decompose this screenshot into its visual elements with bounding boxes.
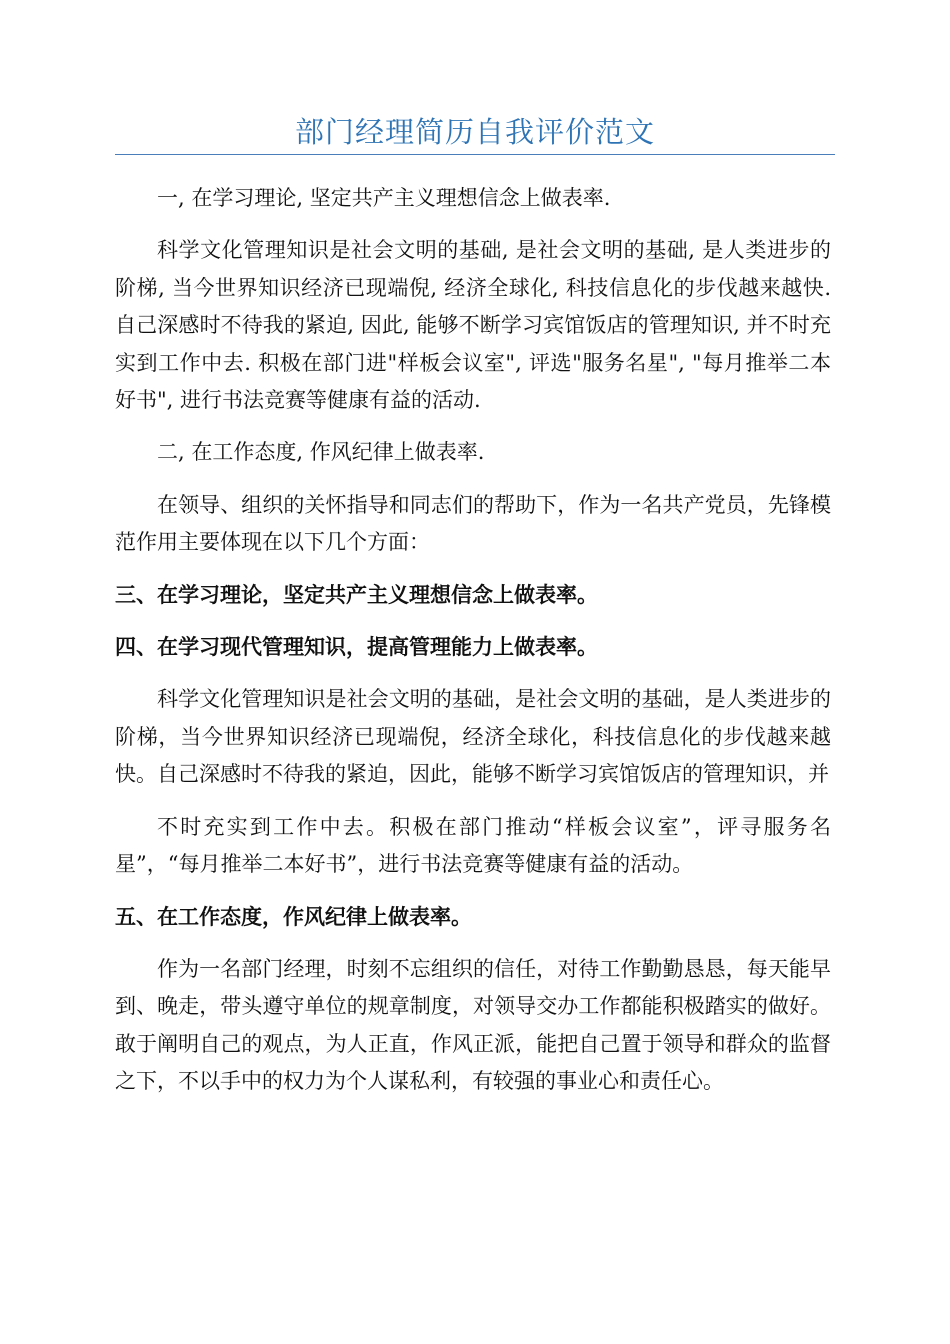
section-heading-5: 五、在工作态度，作风纪律上做表率。 — [115, 904, 472, 929]
section-heading-3: 三、在学习理论，坚定共产主义理想信念上做表率。 — [115, 582, 598, 607]
paragraph-3: 二, 在工作态度, 作风纪律上做表率. — [157, 440, 485, 465]
paragraph-7: 作为一名部门经理，时刻不忘组织的信任，对待工作勤勤恳恳，每天能早到、晚走，带头遵守单位的规章制度，对领导交办工作都能积极踏实的做好。敢于阐明自己的观点，为人正直，作风正派，能把自己置于领导和群众的监督之下，不以手中的权力为个人谋私利，有较强的事业心和责任心。 — [115, 956, 831, 1094]
paragraph-2: 科学文化管理知识是社会文明的基础, 是社会文明的基础, 是人类进步的阶梯, 当今世界知识经济已现端倪, 经济全球化, 科技信息化的步伐越来越快. 自己深感时不待我的紧迫, 因此, 能够不断学习宾馆饭店的管理知识, 并不时充实到工作中去. 积极在部门进"样板会议室", 评选"服务名星", "每月推举二本好书", 进行书法竞赛等健康有益的活动. — [115, 238, 831, 413]
section-heading-4: 四、在学习现代管理知识，提高管理能力上做表率。 — [115, 635, 598, 660]
paragraph-5: 科学文化管理知识是社会文明的基础，是社会文明的基础，是人类进步的阶梯，当今世界知识经济已现端倪，经济全球化，科技信息化的步伐越来越快。自己深感时不待我的紧迫，因此，能够不断学习宾馆饭店的管理知识，并 — [115, 687, 831, 787]
document-title: 部门经理简历自我评价范文 — [294, 115, 655, 149]
document-body — [115, 158, 831, 1101]
paragraph-4: 在领导、组织的关怀指导和同志们的帮助下，作为一名共产党员，先锋模范作用主要体现在以下几个方面： — [115, 492, 831, 555]
paragraph-6: 不时充实到工作中去。积极在部门推动“样板会议室”，评寻服务名星”，“每月推举二本好书”，进行书法竞赛等健康有益的活动。 — [115, 814, 831, 877]
title-underline — [115, 154, 835, 155]
paragraph-1: 一, 在学习理论, 坚定共产主义理想信念上做表率. — [157, 186, 611, 210]
